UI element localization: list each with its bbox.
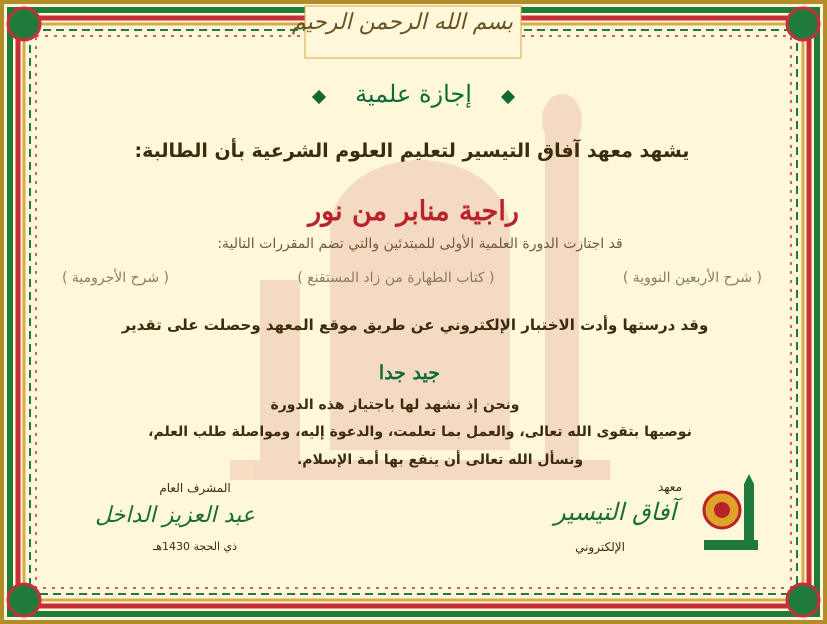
courses-intro: قد اجتازت الدورة العلمية الأولى للمبتدئين والتي تضم المقررات التالية: (217, 236, 623, 252)
closing-line-2: نوصيها بتقوى الله تعالى، والعمل بما تعلمت، والدعوة إليه، ومواصلة طلب العلم، (148, 424, 692, 440)
certificate-title: إجازة علمية (355, 80, 472, 108)
exam-line: وقد درستها وأدت الاختبار الإلكتروني عن طريق موقع المعهد وحصلت على تقدير (121, 316, 709, 334)
institute-emblem-icon (700, 474, 762, 558)
certificate-title-block (300, 78, 527, 118)
course-item: ( كتاب الطهارة من زاد المستقنع ) (297, 270, 495, 286)
logo-label-institute: معهد (657, 480, 683, 494)
logo-label-online: الإلكتروني (575, 540, 625, 554)
course-item: ( شرح الأجرومية ) (62, 270, 170, 286)
logo-name: آفاق التيسير (553, 498, 677, 526)
supervisor-title: المشرف العام (159, 481, 231, 495)
supervisor-signature: عبد العزيز الداخل (95, 503, 255, 528)
courses-list (62, 270, 762, 300)
grade: جيد جدا (378, 362, 440, 384)
closing-line-1: ونحن إذ نشهد لها باجتياز هذه الدورة (270, 397, 520, 413)
basmala: بسم الله الرحمن الرحيم (291, 10, 513, 35)
issue-date: ذي الحجة 1430هـ (152, 540, 238, 553)
testimony-line: يشهد معهد آفاق التيسير لتعليم العلوم الشرعية بأن الطالبة: (134, 140, 690, 162)
closing-line-3: ونسأل الله تعالى أن ينفع بها أمة الإسلام. (296, 452, 584, 468)
course-item: ( شرح الأربعين النووية ) (622, 270, 762, 286)
student-name: راجية منابر من نور (308, 196, 519, 227)
